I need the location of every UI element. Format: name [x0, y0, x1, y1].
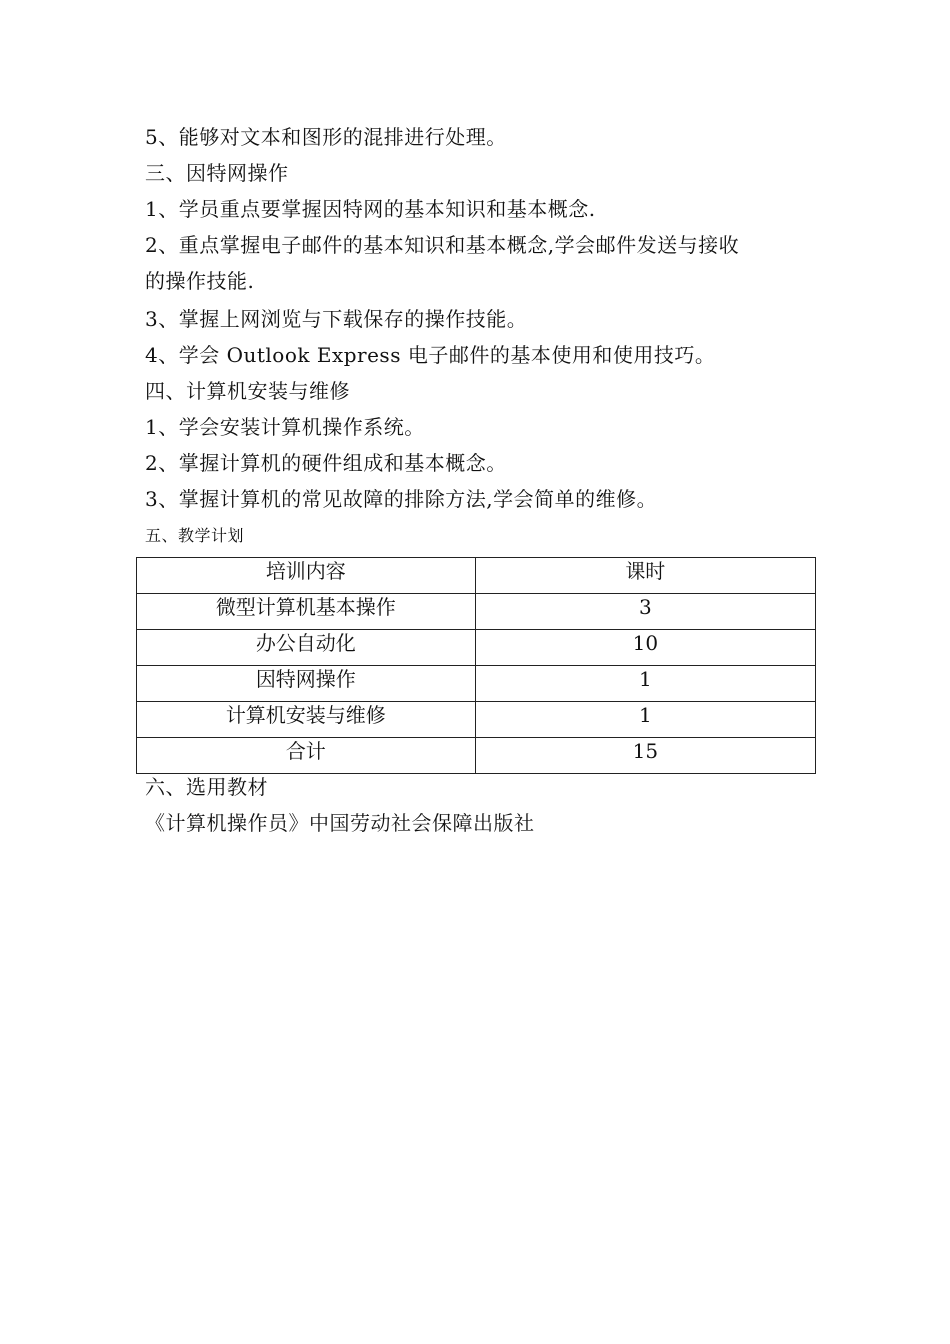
table-cell-hours: 3: [475, 594, 815, 630]
textbook-reference: 《计算机操作员》中国劳动社会保障出版社: [145, 811, 535, 835]
teaching-plan-table: [136, 557, 816, 774]
table-cell-hours: 10: [475, 630, 815, 666]
section-5-heading: 五、教学计划: [145, 526, 245, 545]
section-3-item-1: 1、学员重点要掌握因特网的基本知识和基本概念.: [145, 197, 596, 221]
section-4-item-3: 3、掌握计算机的常见故障的排除方法,学会简单的维修。: [145, 487, 658, 511]
table-cell-content: 办公自动化: [137, 630, 476, 666]
table-header-cell: 课时: [475, 558, 815, 594]
paragraph-item-5: 5、能够对文本和图形的混排进行处理。: [145, 125, 507, 149]
table-row: [137, 666, 816, 702]
table-total-row: [137, 738, 816, 774]
table-header-row: [137, 558, 816, 594]
section-4-heading: 四、计算机安装与维修: [145, 379, 350, 403]
section-4-item-1: 1、学会安装计算机操作系统。: [145, 415, 425, 439]
table-cell-hours: 1: [475, 702, 815, 738]
table-cell-hours: 15: [475, 738, 815, 774]
table-cell-content: 微型计算机基本操作: [137, 594, 476, 630]
section-3-item-2: 2、重点掌握电子邮件的基本知识和基本概念,学会邮件发送与接收: [145, 233, 740, 257]
section-6-heading: 六、选用教材: [145, 775, 268, 799]
section-4-item-2: 2、掌握计算机的硬件组成和基本概念。: [145, 451, 507, 475]
table-cell-content: 计算机安装与维修: [137, 702, 476, 738]
section-3-item-4: 4、学会 Outlook Express 电子邮件的基本使用和使用技巧。: [145, 343, 716, 367]
table-cell-hours: 1: [475, 666, 815, 702]
section-3-item-2-continued: 的操作技能.: [145, 269, 255, 293]
section-3-heading: 三、因特网操作: [145, 161, 289, 185]
section-3-item-3: 3、掌握上网浏览与下载保存的操作技能。: [145, 307, 528, 331]
table-cell-content: 合计: [137, 738, 476, 774]
table-row: [137, 702, 816, 738]
table-header-cell: 培训内容: [137, 558, 476, 594]
table-row: [137, 630, 816, 666]
table-cell-content: 因特网操作: [137, 666, 476, 702]
table-row: [137, 594, 816, 630]
